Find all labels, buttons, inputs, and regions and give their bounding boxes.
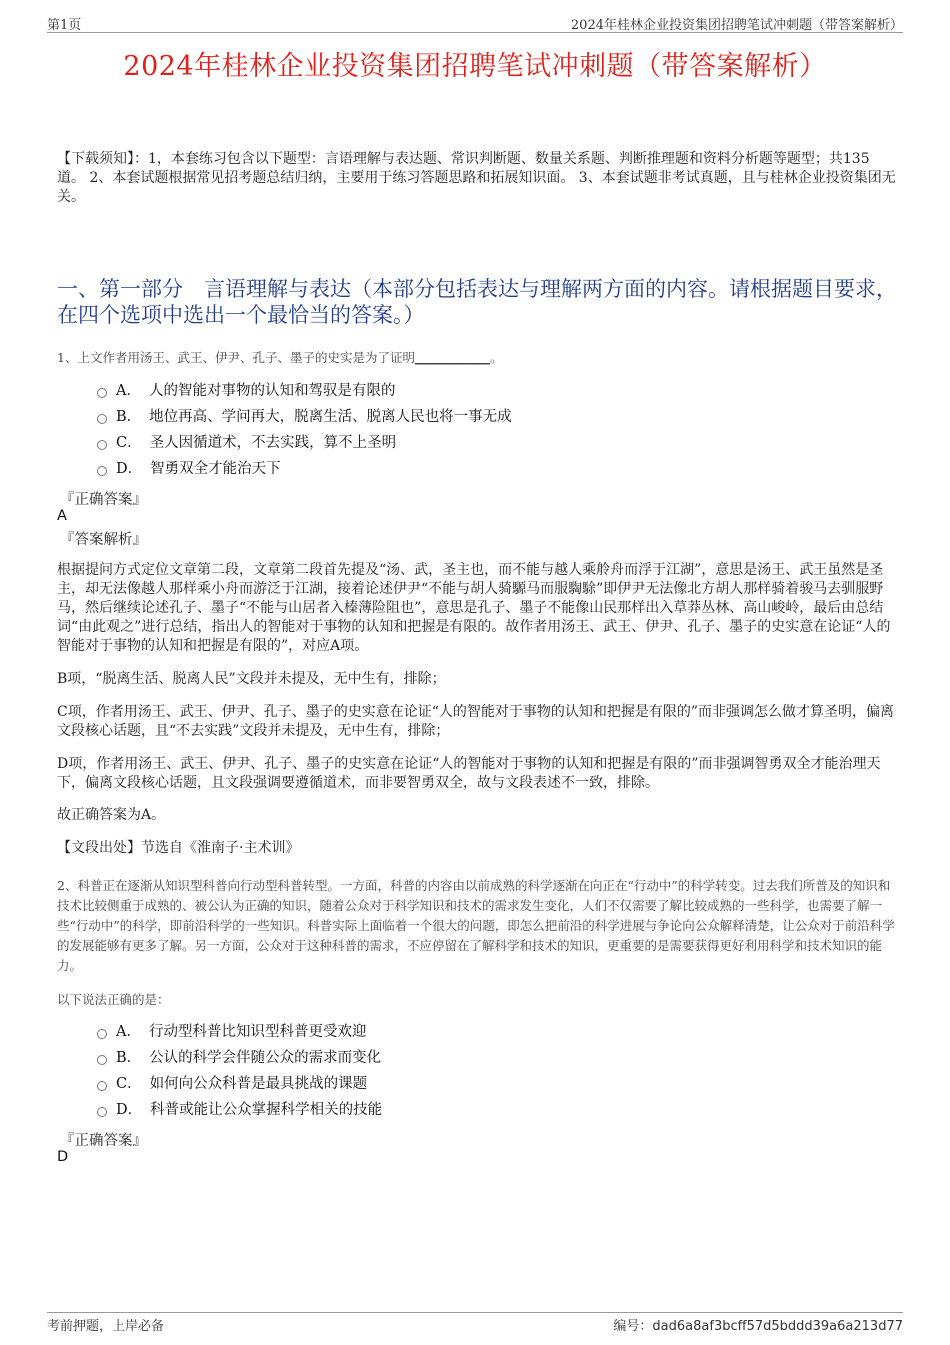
analysis-conclusion: 故正确答案为A。 (57, 807, 166, 823)
analysis-paragraph: B项，“脱离生活、脱离人民”文段并未提及，无中生有，排除； (57, 671, 446, 687)
analysis-paragraph: C项，作者用汤王、武王、伊尹、孔子、墨子的史实意在论证“人的智能对于事物的认知和把握是有限的”而非强调怎么做才算圣明，偏离文段核心话题，且“不去实践”文段并未提及，无中生有，排除； (57, 704, 895, 739)
option-c[interactable]: C． 圣人因循道术，不去实践，算不上圣明 (97, 430, 512, 456)
source-note: 【文段出处】节选自《淮南子·主术训》 (57, 840, 300, 856)
page-header (47, 14, 903, 33)
radio-button[interactable] (97, 388, 107, 398)
option-b[interactable]: B． 地位再高、学问再大，脱离生活、脱离人民也将一事无成 (97, 404, 512, 430)
document-code: 编号：dad6a8af3bcff57d5bddd39a6a213d77 (613, 1319, 903, 1334)
option-d[interactable]: D． 科普或能让公众掌握科学相关的技能 (97, 1097, 382, 1123)
page-number: 第1页 (47, 18, 82, 33)
radio-button[interactable] (97, 440, 107, 450)
radio-button[interactable] (97, 414, 107, 424)
question-2-prompt: 以下说法正确的是： (57, 992, 170, 1007)
option-c[interactable]: C． 如何向公众科普是最具挑战的课题 (97, 1071, 382, 1097)
radio-button[interactable] (97, 466, 107, 476)
analysis-label: 『答案解析』 (60, 532, 147, 548)
footer-slogan: 考前押题，上岸必备 (47, 1319, 165, 1334)
analysis-paragraph: D项，作者用汤王、武王、伊尹、孔子、墨子的史实意在论证“人的智能对于事物的认知和把握是有限的”而非强调智勇双全才能治理天下，偏离文段核心话题，且文段强调要遵循道术，而非要智勇双全，故与文段表述不一致，排除。 (57, 756, 881, 791)
correct-answer-label: 『正确答案』 (60, 1133, 147, 1149)
option-a[interactable]: A． 人的智能对事物的认知和驾驭是有限的 (97, 378, 512, 404)
page-footer (47, 1312, 903, 1333)
radio-button[interactable] (97, 1029, 107, 1039)
question-1-text: 1、上文作者用汤王、武王、伊尹、孔子、墨子的史实是为了证明____________。 (57, 350, 503, 365)
correct-answer: A (57, 508, 67, 524)
document-title: 2024年桂林企业投资集团招聘笔试冲刺题（带答案解析） (123, 51, 827, 82)
download-notice: 【下载须知】：1，本套练习包含以下题型：言语理解与表达题、常识判断题、数量关系题、判断推理题和资料分析题等题型；共135道。 2、本套试题根据常见招考题总结归纳，主要用于练习答题思路和拓展知识面。 3、本套试题非考试真题，且与桂林企业投资集团无关。 (57, 151, 896, 205)
option-d[interactable]: D． 智勇双全才能治天下 (97, 456, 512, 482)
analysis-paragraph: 根据提问方式定位文章第二段，文章第二段首先提及“汤、武，圣主也，而不能与越人乘舲舟而浮于江湖”，意思是汤王、武王虽然是圣主，却无法像越人那样乘小舟而游泛于江湖，接着论述伊尹“不能与胡人骑騵马而服騊駼”即伊尹无法像北方胡人那样骑着骏马去驯服野马，然后继续论述孔子、墨子“不能与山居者入榛薄险阻也”，意思是孔子、墨子不能像山民那样出入草莽丛林、高山峻岭，最后由总结词“由此观之”进行总结，指出人的智能对于事物的认知和把握是有限的。故作者用汤王、武王、伊尹、孔子、墨子的史实意在论证“人的智能对于事物的认知和把握是有限的”，对应A项。 (57, 562, 891, 654)
correct-answer-label: 『正确答案』 (60, 492, 147, 508)
question-2-text: 2、科普正在逐渐从知识型科普向行动型科普转型。一方面，科普的内容由以前成熟的科学逐渐在向正在“行动中”的科学转变。过去我们所普及的知识和技术比较侧重于成熟的、被公认为正确的知识，随着公众对于科学知识和技术的需求发生变化，人们不仅需要了解比较成熟的一些科学，也需要了解一些“行动中”的科学，即前沿科学的一些知识。科普实际上面临着一个很大的问题，即怎么把前沿的科学进展与争论向公众解释清楚，让公众对于前沿科学的发展能够有更多了解。另一方面，公众对于这种科普的需求，不应停留在了解科学和技术的知识，更重要的是需要获得更好利用科学和技术知识的能力。 (57, 878, 895, 973)
section-heading: 一、第一部分 言语理解与表达（本部分包括表达与理解两方面的内容。请根据题目要求，在四个选项中选出一个最恰当的答案。） (57, 277, 897, 327)
answer-blank: ____________ (414, 350, 490, 365)
question-1-options (97, 378, 512, 482)
radio-button[interactable] (97, 1107, 107, 1117)
radio-button[interactable] (97, 1081, 107, 1091)
radio-button[interactable] (97, 1055, 107, 1065)
question-2-options (97, 1019, 382, 1123)
header-doc-title: 2024年桂林企业投资集团招聘笔试冲刺题（带答案解析） (570, 18, 903, 33)
correct-answer: D (57, 1149, 69, 1165)
option-b[interactable]: B． 公认的科学会伴随公众的需求而变化 (97, 1045, 382, 1071)
option-a[interactable]: A． 行动型科普比知识型科普更受欢迎 (97, 1019, 382, 1045)
